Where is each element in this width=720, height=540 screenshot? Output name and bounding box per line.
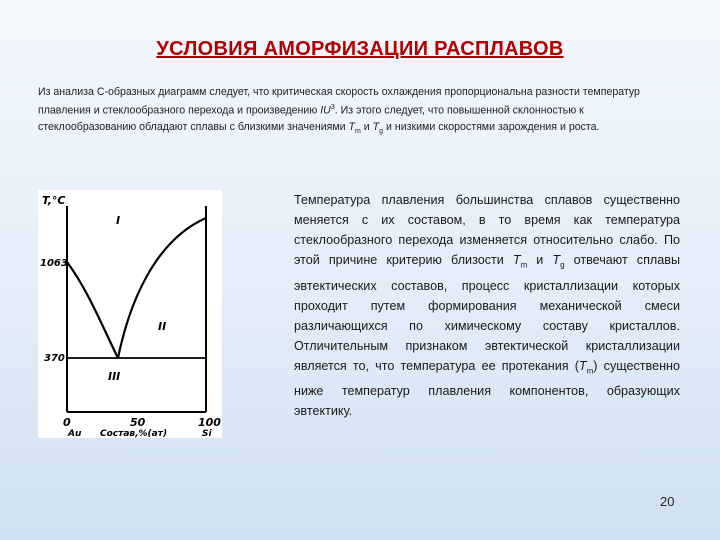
liquidus-left-curve [67,262,118,358]
y-axis-label: T,°C [42,194,66,207]
region-1-label: I [116,214,121,227]
intro-tm: T [348,120,356,133]
body-tg-sub: g [560,260,565,270]
region-3-label: III [108,370,121,383]
x-label-si: Si [202,429,212,438]
x-label-au: Au [68,429,82,438]
page-number: 20 [660,494,675,509]
body-text-3: ) существенно ниже температур плавления компонентов, образующих эвтектику. [294,358,681,419]
body-text-2: отвечают сплавы эвтектических составов, процесс кристаллизации которых проходит путем формирования механической смеси различающихся по химическому составу кристаллов. Отличительным признаком эвтектической кристаллизации является то, что температура ее протекания ( [294,253,680,373]
intro-text-1: Из анализа С-образных диаграмм следует, что критическая скорость охлаждения пропорциональна разности температур плавления и стеклообразного перехода и произведению [38,86,640,117]
intro-text-3: и низкими скоростями зарождения и роста. [383,120,600,133]
body-tm2-sub: m [586,366,594,376]
phase-diagram-svg [38,190,222,438]
temp-370-label: 370 [44,353,65,364]
intro-iu-exponent: 3 [330,104,335,111]
intro-tg-sub: g [379,127,384,135]
intro-iu: IU [320,104,331,117]
intro-paragraph [38,84,683,140]
body-paragraph [294,190,680,421]
body-and: и [527,253,553,267]
phase-diagram-figure [38,190,222,438]
body-tm2: T [578,358,587,373]
liquidus-right-curve [118,218,206,358]
body-tg: T [552,253,561,267]
region-2-label: II [158,320,167,333]
x-tick-50: 50 [130,416,146,429]
temp-1063-label: 1063 [40,258,68,269]
x-tick-0: 0 [63,416,71,429]
x-tick-100: 100 [198,416,221,429]
x-axis-label: Состав,%(ат) [100,429,168,438]
body-text-1: Температура плавления большинства сплавов существенно меняется с их составом, в то время как температура стеклообразного перехода изменяется относительно слабо. По этой причине критерию близости [294,193,680,267]
body-tm-sub: m [520,260,528,270]
slide-title: УСЛОВИЯ АМОРФИЗАЦИИ РАСПЛАВОВ [156,38,564,60]
intro-tg: T [372,120,380,133]
body-tm: T [512,253,521,267]
intro-text-2: . Из этого следует, что повышенной склонностью к стеклообразованию обладают сплавы с близкими значениями [38,104,584,133]
intro-and: и [360,120,373,133]
intro-tm-sub: m [355,127,361,135]
